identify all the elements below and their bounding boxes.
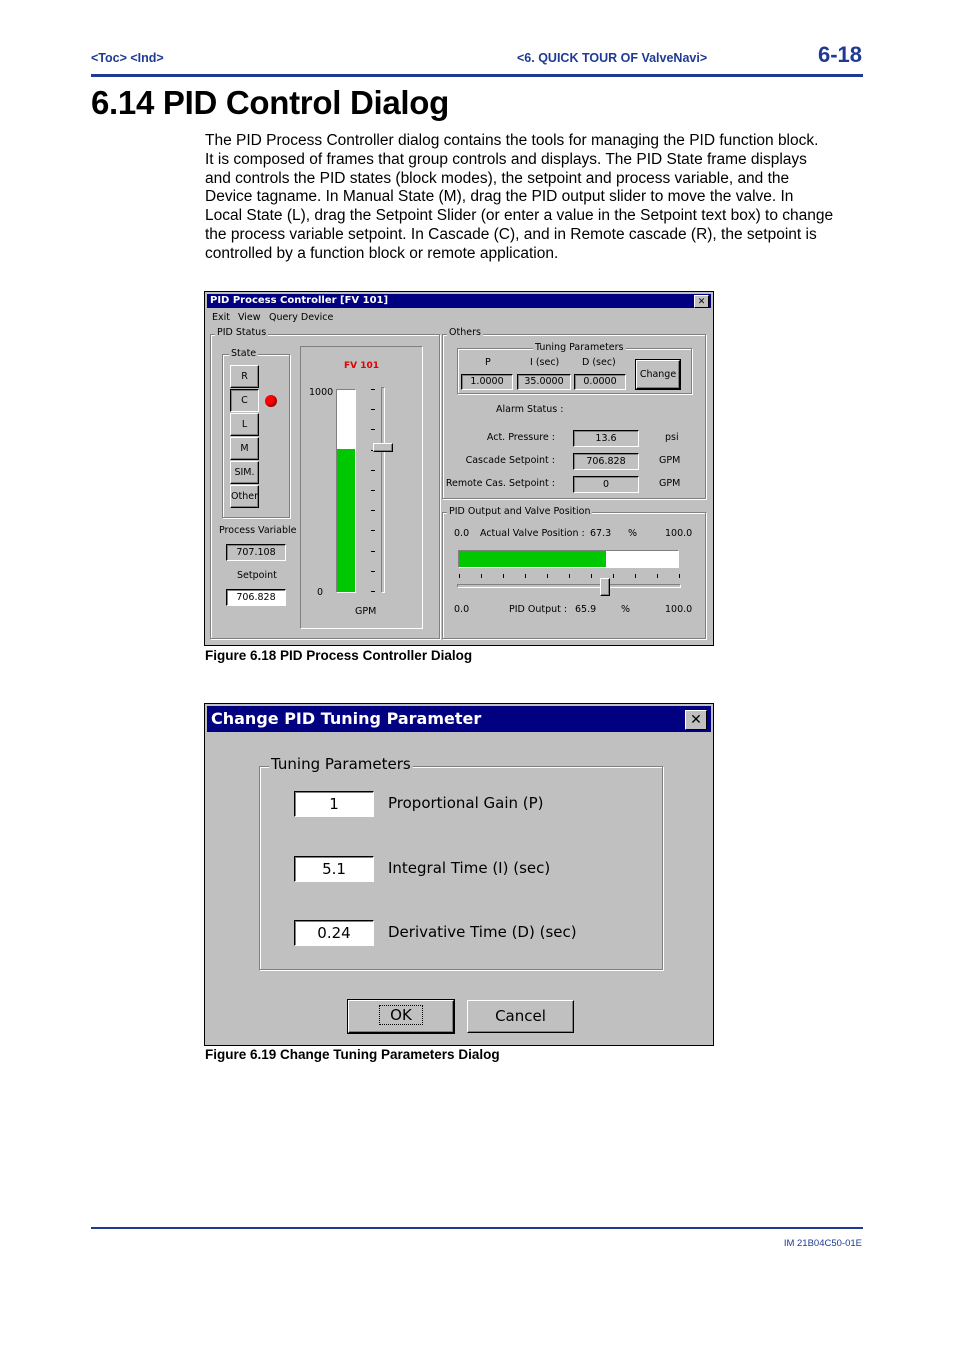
slider-tick (371, 409, 375, 410)
menu-exit[interactable]: Exit (212, 312, 230, 323)
remote-cas-setpoint-label: Remote Cas. Setpoint : (445, 478, 555, 489)
change-tuning-dialog (204, 703, 714, 1046)
tuning-header-i: I (sec) (530, 357, 560, 368)
valve-position-bar-fill (459, 551, 606, 567)
cascade-setpoint-unit: GPM (659, 455, 681, 466)
paragraph-line: the process variable setpoint. In Cascade (C), and in Remote cascade (R), the setpoint is (205, 225, 817, 243)
ok-button[interactable] (348, 1000, 454, 1033)
document-id: IM 21B04C50-01E (783, 1238, 862, 1249)
tuning-p-field: 1.0000 (461, 374, 513, 390)
close-icon[interactable]: ✕ (694, 295, 709, 308)
slider-tick (371, 429, 375, 430)
slider-tick (503, 574, 504, 578)
slider-tick (547, 574, 548, 578)
state-button-other[interactable]: Other (230, 485, 259, 508)
alarm-status-label: Alarm Status : (496, 404, 564, 415)
slider-tick (371, 470, 375, 471)
setpoint-label: Setpoint (237, 570, 277, 581)
setpoint-input[interactable]: 706.828 (226, 589, 286, 606)
body-paragraph (205, 132, 865, 264)
slider-tick (481, 574, 482, 578)
slider-tick (371, 490, 375, 491)
slider-tick (525, 574, 526, 578)
device-tag: FV 101 (344, 361, 380, 371)
active-state-indicator (265, 395, 277, 407)
paragraph-line: The PID Process Controller dialog contains the tools for managing the PID function block. (205, 132, 819, 149)
paragraph-line: and controls the PID states (block modes), the setpoint and process variable, and the (205, 169, 790, 187)
dialog-title: Change PID Tuning Parameter (211, 709, 482, 728)
slider-tick (371, 389, 375, 390)
dialog-title-bar (207, 706, 711, 732)
integral-time-label: Integral Time (I) (sec) (388, 859, 551, 877)
proportional-gain-input[interactable]: 1 (294, 791, 374, 817)
pid-output-group-label: PID Output and Valve Position (449, 506, 591, 517)
output-max-label: 100.0 (665, 604, 693, 615)
process-variable-bar (336, 389, 356, 593)
act-pressure-unit: psi (665, 432, 679, 443)
cancel-button[interactable]: Cancel (467, 1000, 574, 1033)
menu-view[interactable]: View (238, 312, 261, 323)
slider-tick (657, 574, 658, 578)
state-button-sim[interactable]: SIM. (230, 461, 259, 484)
paragraph-line: controlled by a function block or remote application. (205, 244, 559, 262)
proportional-gain-label: Proportional Gain (P) (388, 794, 544, 812)
ok-button-label: OK (379, 1005, 423, 1025)
remote-cas-setpoint-unit: GPM (659, 478, 681, 489)
paragraph-line: It is composed of frames that group controls and displays. The PID State frame displays (205, 150, 807, 168)
valve-min-label: 0.0 (454, 528, 470, 539)
derivative-time-label: Derivative Time (D) (sec) (388, 923, 577, 941)
state-button-l[interactable]: L (230, 413, 259, 436)
slider-tick (371, 571, 375, 572)
header-rule (91, 74, 863, 77)
act-pressure-field: 13.6 (573, 430, 639, 447)
pid-output-slider-thumb[interactable] (600, 578, 610, 596)
slider-tick (459, 574, 460, 578)
setpoint-slider-track[interactable] (381, 387, 385, 593)
toc-index-links[interactable]: <Toc> <Ind> (91, 51, 164, 65)
figure-caption: Figure 6.19 Change Tuning Parameters Dialog (205, 1047, 500, 1062)
pid-output-value: 65.9 (575, 604, 597, 615)
pid-output-slider-track[interactable] (457, 584, 681, 588)
cascade-setpoint-field: 706.828 (573, 453, 639, 470)
slider-tick (371, 551, 375, 552)
slider-tick (569, 574, 570, 578)
valve-position-value: 67.3 (590, 528, 612, 539)
state-button-m[interactable]: M (230, 437, 259, 460)
pid-status-label: PID Status (217, 327, 267, 338)
tuning-parameters-label: Tuning Parameters (271, 755, 411, 773)
setpoint-slider-thumb[interactable] (373, 443, 393, 452)
valve-position-unit: % (628, 528, 638, 539)
valve-position-label: Actual Valve Position : (480, 528, 585, 539)
remote-cas-setpoint-field: 0 (573, 476, 639, 493)
tuning-d-field: 0.0000 (574, 374, 626, 390)
process-variable-label: Process Variable (219, 525, 297, 536)
process-variable-bar-fill (337, 449, 355, 592)
footer-rule (91, 1227, 863, 1229)
cascade-setpoint-label: Cascade Setpoint : (465, 455, 555, 466)
integral-time-input[interactable]: 5.1 (294, 856, 374, 882)
section-reference-link[interactable]: <6. QUICK TOUR OF ValveNavi> (517, 51, 708, 65)
tuning-i-field: 35.0000 (517, 374, 571, 390)
pid-output-unit: % (621, 604, 631, 615)
valve-position-bar (458, 550, 679, 568)
pid-output-label: PID Output : (509, 604, 568, 615)
slider-tick (371, 591, 375, 592)
paragraph-line: Device tagname. In Manual State (M), drag the PID output slider to move the valve. In (205, 188, 794, 206)
state-button-c[interactable]: C (230, 389, 259, 412)
others-label: Others (449, 327, 481, 338)
change-button[interactable]: Change (636, 360, 680, 389)
tuning-header-p: P (485, 357, 491, 368)
slider-tick (613, 574, 614, 578)
menu-query-device[interactable]: Query Device (269, 312, 334, 323)
tuning-header-d: D (sec) (582, 357, 616, 368)
page-number: 6-18 (817, 42, 862, 67)
slider-tick (371, 530, 375, 531)
pid-process-controller-dialog (204, 291, 714, 646)
dialog-title-bar (207, 294, 711, 308)
process-variable-field: 707.108 (226, 544, 286, 561)
output-min-label: 0.0 (454, 604, 470, 615)
slider-tick (635, 574, 636, 578)
paragraph-line: Local State (L), drag the Setpoint Slider (or enter a value in the Setpoint text box) to change (205, 207, 834, 225)
derivative-time-input[interactable]: 0.24 (294, 920, 374, 946)
valve-max-label: 100.0 (665, 528, 693, 539)
figure-caption: Figure 6.18 PID Process Controller Dialog (205, 648, 473, 663)
slider-tick (371, 510, 375, 511)
slider-tick (679, 574, 680, 578)
tuning-parameters-label: Tuning Parameters (535, 342, 624, 353)
bar-max-label: 1000 (309, 387, 334, 398)
act-pressure-label: Act. Pressure : (486, 432, 555, 443)
state-button-r[interactable]: R (230, 365, 259, 388)
bar-unit-label: GPM (355, 606, 377, 617)
bar-min-label: 0 (317, 587, 324, 598)
section-heading: 6.14 PID Control Dialog (91, 84, 449, 121)
close-icon[interactable]: ✕ (685, 710, 707, 730)
state-label: State (231, 348, 257, 359)
dialog-title: PID Process Controller [FV 101] (210, 295, 389, 306)
slider-tick (591, 574, 592, 578)
